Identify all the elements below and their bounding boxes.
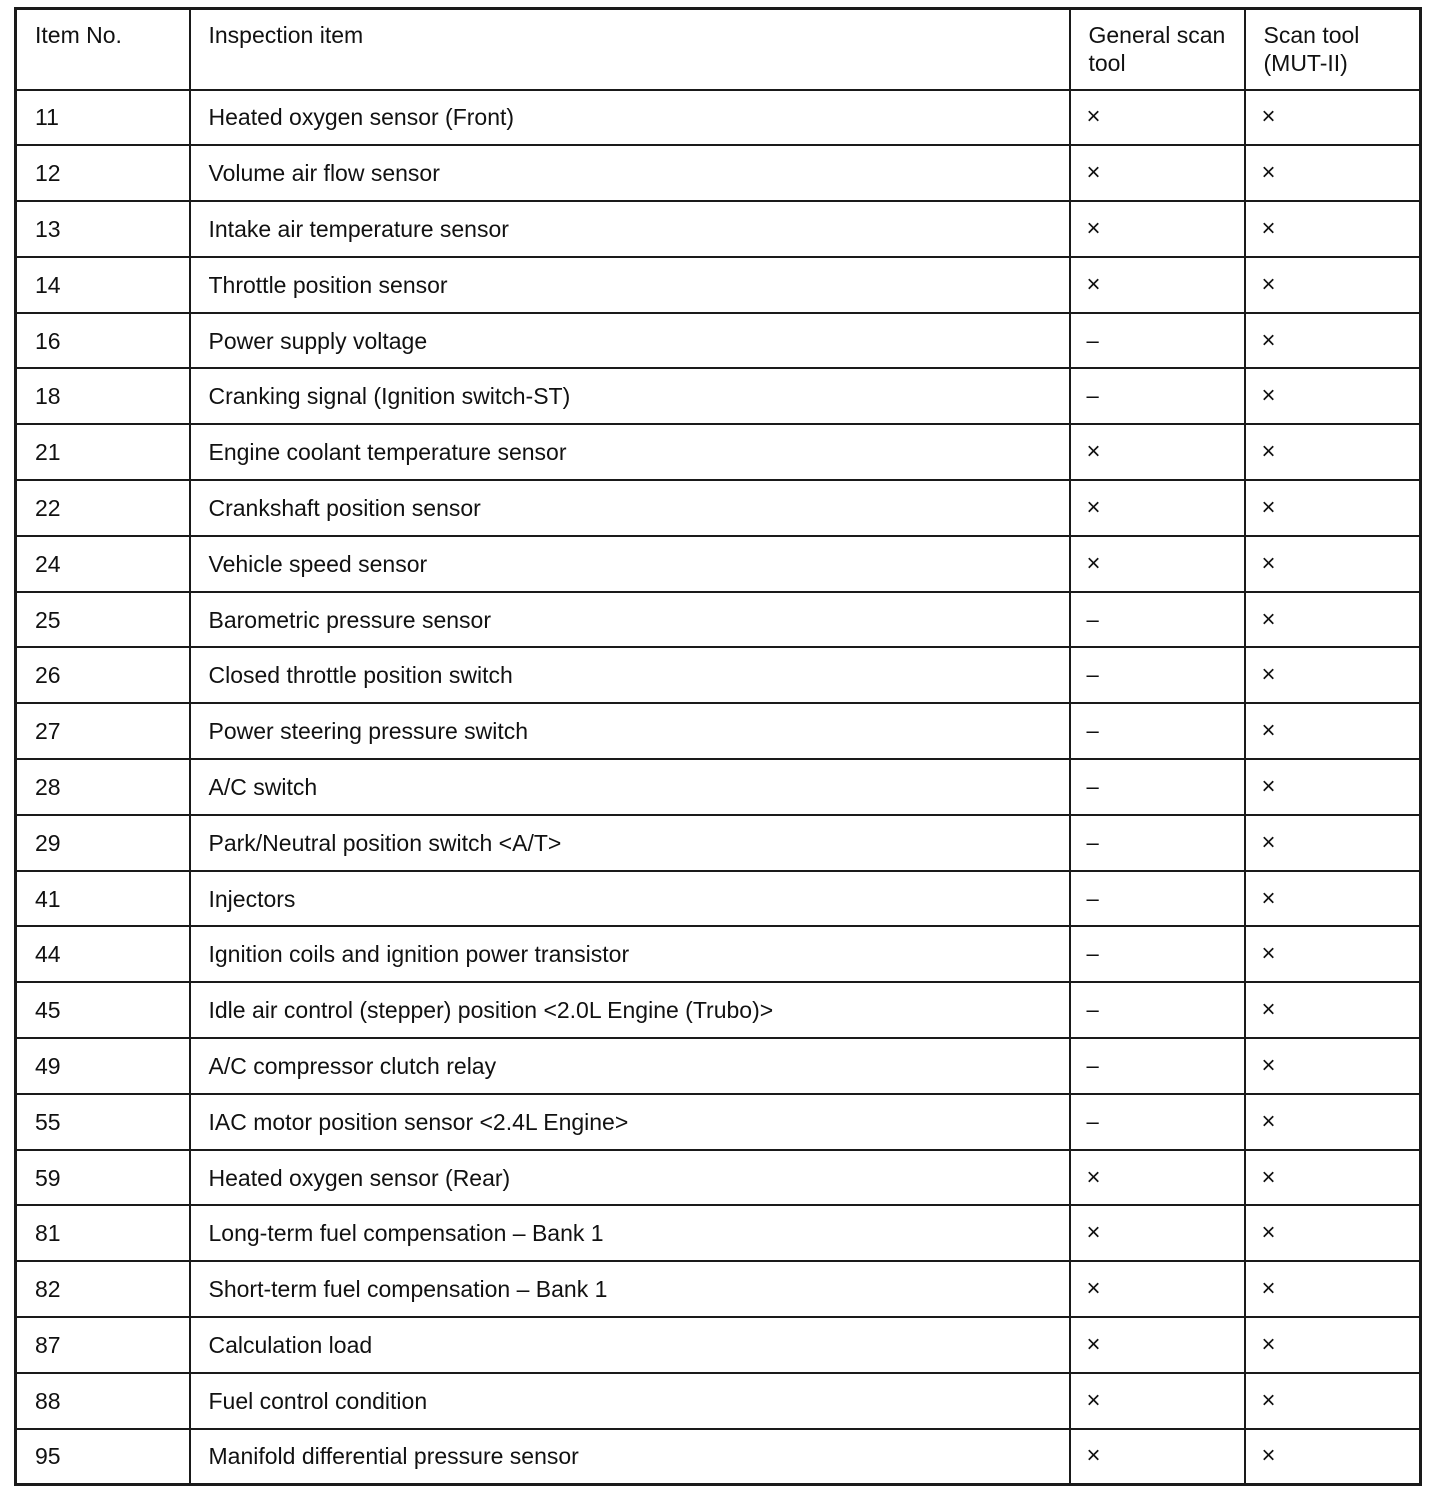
item-no-cell: 49 [16, 1038, 190, 1094]
item-no-cell: 27 [16, 703, 190, 759]
inspection-item-cell: Power steering pressure switch [190, 703, 1070, 759]
scan-tool-cell: × [1245, 201, 1421, 257]
scan-tool-cell: × [1245, 1150, 1421, 1206]
general-scan-tool-cell: – [1070, 759, 1245, 815]
inspection-item-cell: A/C compressor clutch relay [190, 1038, 1070, 1094]
general-scan-tool-cell: – [1070, 1038, 1245, 1094]
inspection-item-cell: Idle air control (stepper) position <2.0L Engine (Trubo)> [190, 982, 1070, 1038]
general-scan-tool-cell: – [1070, 592, 1245, 648]
item-no-cell: 55 [16, 1094, 190, 1150]
scan-tool-cell: × [1245, 815, 1421, 871]
scan-tool-cell: × [1245, 1373, 1421, 1429]
scan-tool-cell: × [1245, 424, 1421, 480]
table-row [16, 926, 1421, 982]
scan-tool-cell: × [1245, 1317, 1421, 1373]
item-no-cell: 12 [16, 145, 190, 201]
table-row [16, 1205, 1421, 1261]
scan-tool-cell: × [1245, 90, 1421, 146]
table-row [16, 424, 1421, 480]
scan-tool-cell: × [1245, 926, 1421, 982]
table-row [16, 1317, 1421, 1373]
table-row [16, 145, 1421, 201]
inspection-item-cell: Heated oxygen sensor (Front) [190, 90, 1070, 146]
general-scan-tool-cell: × [1070, 1429, 1245, 1485]
header-item-no: Item No. [16, 9, 190, 90]
general-scan-tool-cell: × [1070, 90, 1245, 146]
item-no-cell: 95 [16, 1429, 190, 1485]
item-no-cell: 82 [16, 1261, 190, 1317]
table-row [16, 313, 1421, 369]
item-no-cell: 45 [16, 982, 190, 1038]
table-row [16, 480, 1421, 536]
table-row [16, 536, 1421, 592]
header-general-scan-tool-label: General scan tool [1088, 22, 1226, 76]
table-row [16, 647, 1421, 703]
scan-tool-cell: × [1245, 313, 1421, 369]
table-row [16, 759, 1421, 815]
inspection-item-cell: Manifold differential pressure sensor [190, 1429, 1070, 1485]
general-scan-tool-cell: × [1070, 1317, 1245, 1373]
table-row [16, 703, 1421, 759]
inspection-item-cell: Ignition coils and ignition power transistor [190, 926, 1070, 982]
item-no-cell: 29 [16, 815, 190, 871]
inspection-item-cell: Short-term fuel compensation – Bank 1 [190, 1261, 1070, 1317]
inspection-item-cell: Heated oxygen sensor (Rear) [190, 1150, 1070, 1206]
scan-tool-cell: × [1245, 1205, 1421, 1261]
inspection-item-cell: Crankshaft position sensor [190, 480, 1070, 536]
inspection-item-cell: Intake air temperature sensor [190, 201, 1070, 257]
general-scan-tool-cell: – [1070, 703, 1245, 759]
header-inspection-item: Inspection item [190, 9, 1070, 90]
general-scan-tool-cell: – [1070, 647, 1245, 703]
inspection-item-cell: Fuel control condition [190, 1373, 1070, 1429]
general-scan-tool-cell: × [1070, 1373, 1245, 1429]
inspection-item-cell: Power supply voltage [190, 313, 1070, 369]
scan-tool-cell: × [1245, 480, 1421, 536]
item-no-cell: 22 [16, 480, 190, 536]
item-no-cell: 59 [16, 1150, 190, 1206]
item-no-cell: 14 [16, 257, 190, 313]
general-scan-tool-cell: – [1070, 871, 1245, 927]
scan-tool-cell: × [1245, 592, 1421, 648]
table-body [16, 90, 1421, 1485]
inspection-item-cell: Volume air flow sensor [190, 145, 1070, 201]
table-row [16, 90, 1421, 146]
general-scan-tool-cell: × [1070, 1205, 1245, 1261]
item-no-cell: 11 [16, 90, 190, 146]
scan-tool-cell: × [1245, 368, 1421, 424]
scan-tool-cell: × [1245, 145, 1421, 201]
table-row [16, 1094, 1421, 1150]
inspection-item-cell: IAC motor position sensor <2.4L Engine> [190, 1094, 1070, 1150]
general-scan-tool-cell: × [1070, 1150, 1245, 1206]
general-scan-tool-cell: – [1070, 982, 1245, 1038]
general-scan-tool-cell: – [1070, 1094, 1245, 1150]
inspection-item-cell: Calculation load [190, 1317, 1070, 1373]
table-row [16, 871, 1421, 927]
general-scan-tool-cell: × [1070, 424, 1245, 480]
scan-tool-cell: × [1245, 647, 1421, 703]
scan-tool-cell: × [1245, 1094, 1421, 1150]
item-no-cell: 13 [16, 201, 190, 257]
general-scan-tool-cell: × [1070, 536, 1245, 592]
item-no-cell: 26 [16, 647, 190, 703]
item-no-cell: 81 [16, 1205, 190, 1261]
general-scan-tool-cell: × [1070, 257, 1245, 313]
inspection-table [14, 7, 1422, 1486]
table-row [16, 1373, 1421, 1429]
table-row [16, 1261, 1421, 1317]
table-row [16, 815, 1421, 871]
table-row [16, 201, 1421, 257]
inspection-item-cell: Long-term fuel compensation – Bank 1 [190, 1205, 1070, 1261]
inspection-item-cell: Engine coolant temperature sensor [190, 424, 1070, 480]
inspection-item-cell: Barometric pressure sensor [190, 592, 1070, 648]
scan-tool-cell: × [1245, 982, 1421, 1038]
item-no-cell: 18 [16, 368, 190, 424]
general-scan-tool-cell: × [1070, 480, 1245, 536]
general-scan-tool-cell: × [1070, 145, 1245, 201]
scan-tool-cell: × [1245, 703, 1421, 759]
table-row [16, 1038, 1421, 1094]
inspection-item-cell: Injectors [190, 871, 1070, 927]
general-scan-tool-cell: × [1070, 1261, 1245, 1317]
scan-tool-cell: × [1245, 759, 1421, 815]
item-no-cell: 25 [16, 592, 190, 648]
general-scan-tool-cell: – [1070, 815, 1245, 871]
general-scan-tool-cell: – [1070, 926, 1245, 982]
scan-tool-cell: × [1245, 536, 1421, 592]
header-scan-tool [1245, 9, 1421, 90]
item-no-cell: 88 [16, 1373, 190, 1429]
scan-tool-cell: × [1245, 1261, 1421, 1317]
header-row [16, 9, 1421, 90]
item-no-cell: 28 [16, 759, 190, 815]
table-row [16, 982, 1421, 1038]
table-row [16, 257, 1421, 313]
table-row [16, 592, 1421, 648]
inspection-item-cell: Closed throttle position switch [190, 647, 1070, 703]
item-no-cell: 44 [16, 926, 190, 982]
general-scan-tool-cell: – [1070, 368, 1245, 424]
inspection-item-cell: Cranking signal (Ignition switch-ST) [190, 368, 1070, 424]
table-header [16, 9, 1421, 90]
header-general-scan-tool [1070, 9, 1245, 90]
header-scan-tool-label: Scan tool (MUT-II) [1263, 22, 1360, 76]
scan-tool-cell: × [1245, 1429, 1421, 1485]
inspection-item-cell: Vehicle speed sensor [190, 536, 1070, 592]
scan-tool-cell: × [1245, 871, 1421, 927]
item-no-cell: 24 [16, 536, 190, 592]
item-no-cell: 87 [16, 1317, 190, 1373]
item-no-cell: 41 [16, 871, 190, 927]
inspection-item-cell: A/C switch [190, 759, 1070, 815]
table-row [16, 1150, 1421, 1206]
table-row [16, 1429, 1421, 1485]
table-row [16, 368, 1421, 424]
item-no-cell: 21 [16, 424, 190, 480]
scan-tool-cell: × [1245, 257, 1421, 313]
scan-tool-cell: × [1245, 1038, 1421, 1094]
general-scan-tool-cell: – [1070, 313, 1245, 369]
general-scan-tool-cell: × [1070, 201, 1245, 257]
inspection-item-cell: Throttle position sensor [190, 257, 1070, 313]
item-no-cell: 16 [16, 313, 190, 369]
inspection-item-cell: Park/Neutral position switch <A/T> [190, 815, 1070, 871]
